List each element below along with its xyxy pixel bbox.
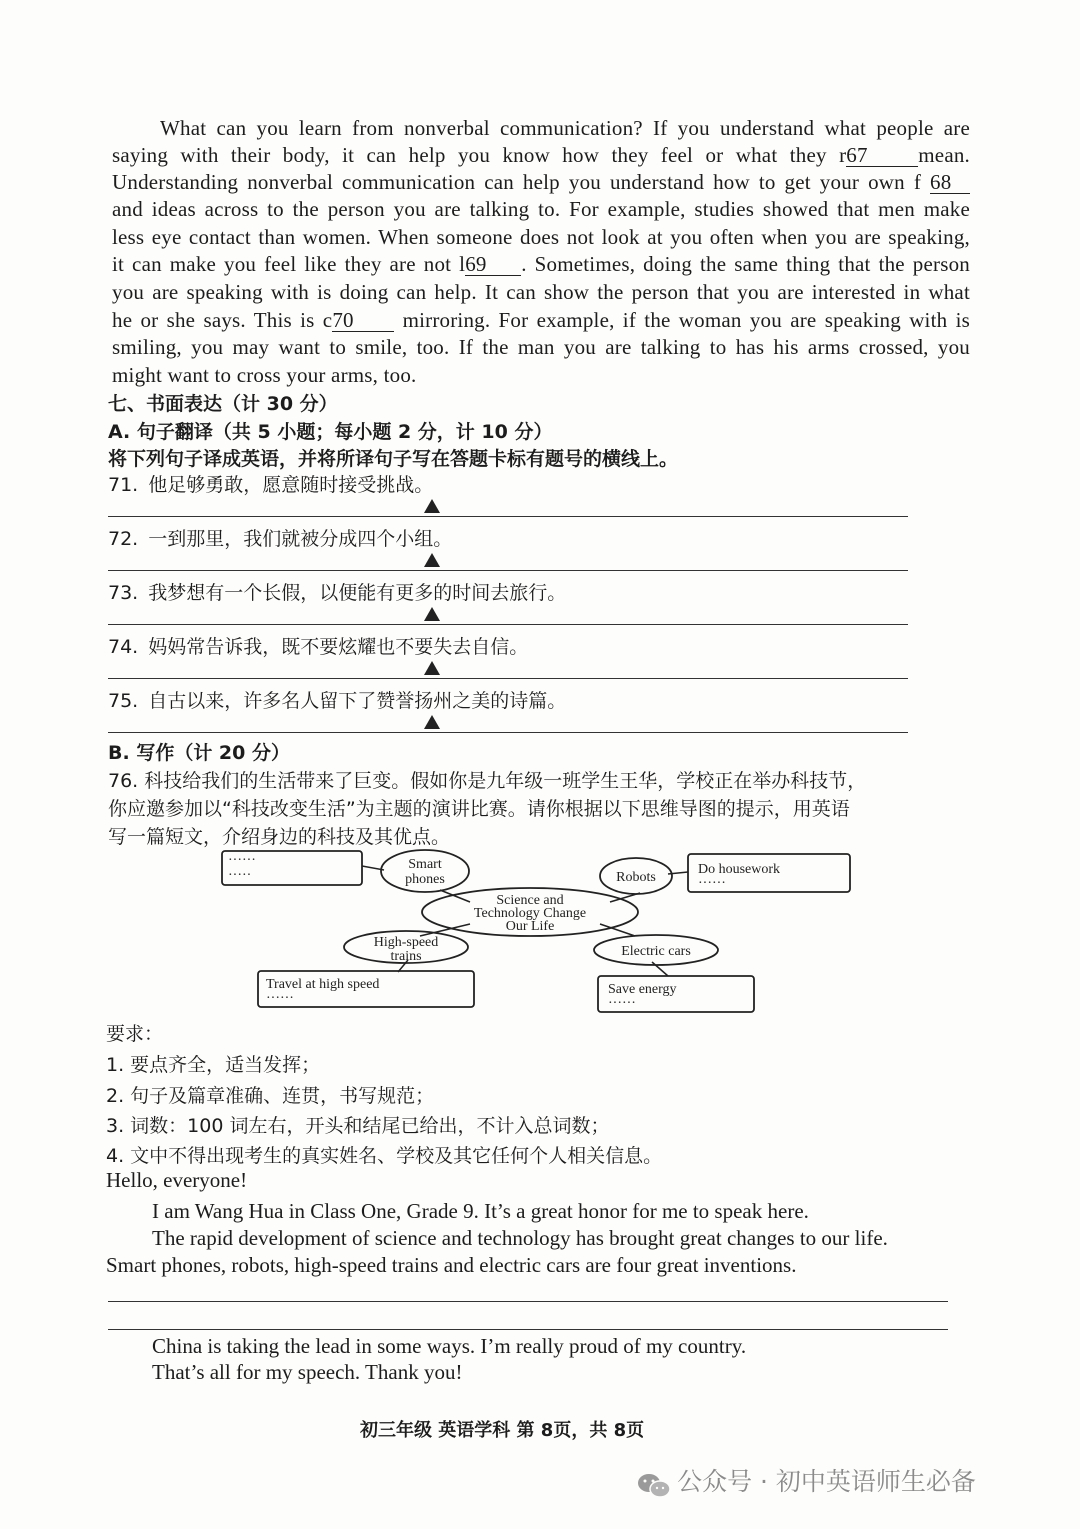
passage-text: smiling, you may want to smile, too. If the man you are talking to has his arms crossed, you	[112, 335, 970, 359]
question-text: 妈妈常告诉我，既不要炫耀也不要失去自信。	[148, 636, 529, 658]
cloze-blank-70: 70	[332, 309, 394, 332]
requirement-item: 4. 文中不得出现考生的真实姓名、学校及其它任何个人相关信息。	[106, 1145, 663, 1167]
passage-text: . Sometimes, doing the same thing that the person	[521, 252, 970, 276]
passage-text: less eye contact than women. When someone does not look at you often when you are speaking,	[112, 225, 970, 249]
part-a-title: A. 句子翻译（共 5 小题；每小题 2 分，计 10 分）	[108, 421, 553, 443]
translation-question	[108, 470, 433, 497]
node-label: phones	[405, 872, 445, 887]
speech-line: Smart phones, robots, high-speed trains and electric cars are four great inventions.	[106, 1253, 797, 1277]
watermark	[636, 1462, 976, 1501]
speech-line: The rapid development of science and technology has brought great changes to our life.	[152, 1226, 888, 1250]
requirements-title: 要求：	[106, 1023, 164, 1045]
node-label: Technology Change	[473, 906, 587, 921]
passage-line	[112, 308, 970, 333]
node-label: High-speed	[373, 935, 439, 950]
question-text: 一到那里，我们就被分成四个小组。	[148, 528, 453, 550]
passage-line	[112, 363, 970, 388]
q76-line-1: 76. 科技给我们的生活带来了巨变。假如你是九年级一班学生王华，学校正在举办科技节，	[108, 770, 867, 792]
translation-question	[108, 686, 566, 713]
translation-question	[108, 578, 566, 605]
translation-answer-line	[108, 516, 908, 517]
dots: ······	[228, 853, 256, 868]
passage-text: saying with their body, it can help you know how they feel or what they r	[112, 143, 847, 167]
passage-text: he or she says. This is c	[112, 308, 333, 332]
speech-line: China is taking the lead in some ways. I’m really proud of my country.	[152, 1334, 747, 1358]
node-label: Robots	[616, 870, 656, 885]
passage-line	[112, 335, 970, 360]
passage-text: you are speaking with is doing can help. It can show the person that you are interested in what	[112, 280, 970, 304]
translation-answer-line	[108, 678, 908, 679]
passage-line	[112, 197, 970, 222]
cloze-blank-68: 68	[930, 171, 970, 194]
translation-answer-line	[108, 732, 908, 733]
q76-line-3: 写一篇短文，介绍身边的科技及其优点。	[108, 826, 451, 848]
translation-answer-line	[108, 570, 908, 571]
question-text: 自古以来，许多名人留下了赞誉扬州之美的诗篇。	[148, 690, 567, 712]
box-label: Do housework	[698, 862, 781, 877]
q76-line-2: 你应邀参加以“科技改变生活”为主题的演讲比赛。请你根据以下思维导图的提示，用英语	[108, 798, 850, 820]
question-text: 他足够勇敢，愿意随时接受挑战。	[148, 474, 434, 496]
passage-text: mirroring. For example, if the woman you are speaking with is	[394, 308, 970, 332]
question-number: 75.	[108, 690, 139, 712]
answer-marker-icon	[424, 661, 440, 675]
mind-map	[0, 840, 1080, 1020]
dots: ·····	[228, 868, 252, 883]
passage-text: it can make you feel like they are not l	[112, 252, 466, 276]
requirement-item: 2. 句子及篇章准确、连贯，书写规范；	[106, 1085, 435, 1107]
box-label: Save energy	[608, 982, 677, 997]
question-number: 74.	[108, 636, 139, 658]
translation-question	[108, 632, 528, 659]
node-label: Smart	[408, 857, 442, 872]
passage-text: What can you learn from nonverbal communication? If you understand what people are	[160, 116, 970, 140]
passage-line	[112, 143, 970, 168]
passage-text: mean.	[918, 143, 970, 167]
passage-text: might want to cross your arms, too.	[112, 363, 417, 387]
requirement-item: 3. 词数：100 词左右，开头和结尾已给出，不计入总词数；	[106, 1115, 610, 1137]
question-number: 72.	[108, 528, 139, 550]
wechat-icon	[636, 1471, 672, 1501]
translation-answer-line	[108, 624, 908, 625]
connector-line	[440, 890, 470, 902]
passage-text: and ideas across to the person you are talking to. For example, studies showed that men make	[112, 197, 970, 221]
writing-answer-line	[108, 1301, 948, 1302]
dots: ······	[698, 876, 726, 891]
question-text: 我梦想有一个长假，以便能有更多的时间去旅行。	[148, 582, 567, 604]
answer-marker-icon	[424, 715, 440, 729]
speech-line: I am Wang Hua in Class One, Grade 9. It’s a great honor for me to speak here.	[152, 1199, 809, 1223]
answer-marker-icon	[424, 553, 440, 567]
answer-marker-icon	[424, 499, 440, 513]
translation-question	[108, 524, 452, 551]
box-label: Travel at high speed	[266, 977, 380, 992]
speech-greeting: Hello, everyone!	[106, 1168, 248, 1192]
question-number: 71.	[108, 474, 139, 496]
node-label: Our Life	[505, 919, 555, 934]
answer-marker-icon	[424, 607, 440, 621]
passage-line	[112, 170, 970, 195]
passage-text: Understanding nonverbal communication can help you understand how to get your own f	[112, 170, 930, 194]
section-title: 七、书面表达（计 30 分）	[108, 393, 338, 415]
cloze-blank-69: 69	[465, 253, 521, 276]
requirement-item: 1. 要点齐全，适当发挥；	[106, 1054, 321, 1076]
writing-answer-line	[108, 1329, 948, 1330]
speech-line: That’s all for my speech. Thank you!	[152, 1360, 463, 1384]
part-b-title: B. 写作（计 20 分）	[108, 742, 290, 764]
watermark-text: 公众号 · 初中英语师生必备	[677, 1467, 976, 1496]
passage-line	[112, 280, 970, 305]
question-number: 73.	[108, 582, 139, 604]
part-a-instruction: 将下列句子译成英语，并将所译句子写在答题卡标有题号的横线上。	[108, 448, 679, 470]
node-label: trains	[390, 949, 422, 964]
passage-line	[160, 116, 970, 141]
dots: ······	[266, 991, 294, 1006]
cloze-blank-67: 67	[846, 144, 918, 167]
passage-line	[112, 252, 970, 277]
passage-line	[112, 225, 970, 250]
dots: ······	[608, 996, 636, 1011]
node-label: Science and	[496, 893, 564, 908]
node-label: Electric cars	[621, 944, 691, 959]
page-footer: 初三年级 英语学科 第 8页，共 8页	[360, 1420, 645, 1441]
